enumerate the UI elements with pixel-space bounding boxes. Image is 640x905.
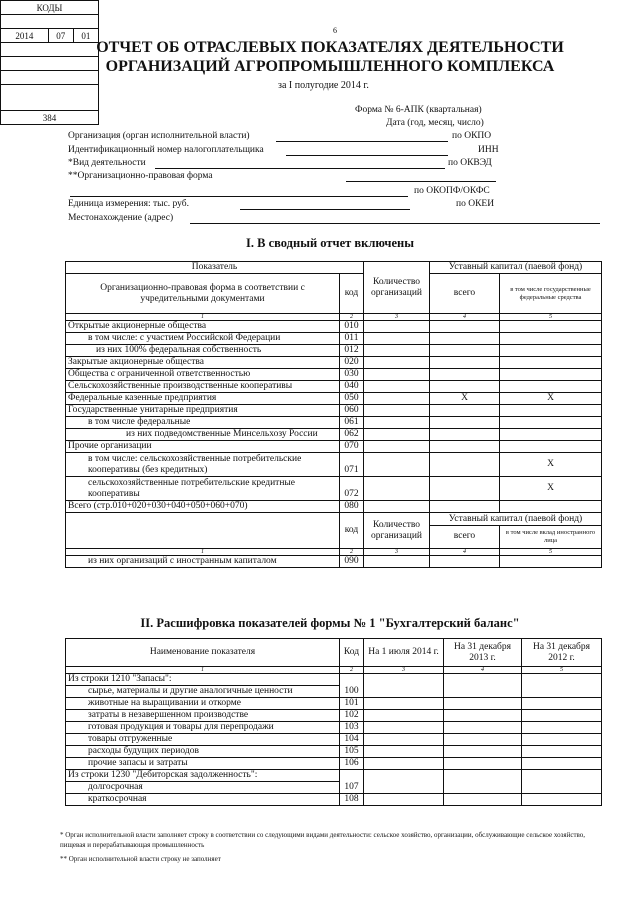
value-cell[interactable] [522,722,602,734]
table-row [66,758,602,770]
row-name: долгосрочная [66,782,340,794]
count-cell[interactable] [364,556,430,568]
total-cell[interactable] [430,321,500,333]
s2-header-col1: На 1 июля 2014 г. [364,639,444,667]
total-cell[interactable] [430,357,500,369]
row-name: в том числе: сельскохозяйственные потребительские кооперативы (без кредитных) [66,453,340,477]
federal-cell[interactable] [500,333,602,345]
s1-header-count: Количество организаций [364,262,430,314]
table-row [66,710,602,722]
value-cell[interactable] [364,734,444,746]
value-cell[interactable] [522,746,602,758]
activity-label: *Вид деятельности [68,158,146,168]
okei-cell[interactable]: 384 [1,111,99,125]
value-cell[interactable] [364,770,444,794]
s1-header-org-form: Организационно-правовая форма в соответствии с учредительными документами [66,274,340,314]
total-cell[interactable] [430,369,500,381]
footnote-1: * Орган исполнительной власти заполняет строку в соответствии со следующими видами деятельности: сельское хозяйство, организации, обслуживающие сельское хозяйство, пищевая и перерабатывающая промышленность [60,831,586,849]
value-cell[interactable] [522,698,602,710]
count-cell[interactable] [364,357,430,369]
s1-index: 5 [500,314,602,321]
count-cell[interactable] [364,417,430,429]
org-label: Организация (орган исполнительной власти) [68,131,250,141]
row-code: 061 [340,417,364,429]
date-label: Дата (год, месяц, число) [386,118,484,128]
row-name: Закрытые акционерные общества [66,357,340,369]
address-label: Местонахождение (адрес) [68,213,174,223]
table-row [66,674,602,686]
form-label: Форма № 6-АПК (квартальная) [355,105,482,115]
count-cell[interactable] [364,441,430,453]
s1-header-capital: Уставный капитал (паевой фонд) [430,262,602,274]
total-cell[interactable] [430,381,500,393]
org-input-line[interactable] [276,141,448,142]
s2-index: 5 [522,667,602,674]
row-name: затраты в незавершенном производстве [66,710,340,722]
row-name: Из строки 1210 "Запасы": [66,674,340,686]
value-cell[interactable] [364,698,444,710]
table-row [66,722,602,734]
value-cell[interactable] [444,746,522,758]
unit-label: Единица измерения: тыс. руб. [68,199,189,209]
okpo-label: по ОКПО [452,131,492,141]
s1b-index: 4 [430,549,500,556]
federal-cell[interactable] [500,405,602,417]
value-cell[interactable] [364,746,444,758]
row-name: Сельскохозяйственные производственные кооперативы [66,381,340,393]
count-cell[interactable] [364,333,430,345]
row-code: 100 [340,674,364,698]
federal-cell[interactable] [500,345,602,357]
row-code: 090 [340,556,364,568]
row-name: Общества с ограниченной ответственностью [66,369,340,381]
date-year[interactable]: 2014 [1,29,49,43]
row-name: Федеральные казенные предприятия [66,393,340,405]
value-cell[interactable] [364,674,444,698]
federal-cell[interactable] [500,441,602,453]
legal-form-input-line-2[interactable] [70,196,408,197]
table-row [66,794,602,806]
table-row [66,698,602,710]
total-cell[interactable] [430,477,500,501]
value-cell[interactable] [444,770,522,794]
value-cell[interactable] [364,710,444,722]
table-row [66,556,602,568]
row-code: 080 [340,501,364,513]
s1-index: 2 [340,314,364,321]
inn-label: ИНН [478,145,499,155]
count-cell[interactable] [364,405,430,417]
s2-index: 3 [364,667,444,674]
federal-cell[interactable] [500,381,602,393]
row-name: готовая продукция и товары для перепродажи [66,722,340,734]
title-line-2: ОРГАНИЗАЦИЙ АГРОПРОМЫШЛЕННОГО КОМПЛЕКСА [105,58,555,75]
table-row [66,405,602,417]
total-cell[interactable] [430,345,500,357]
form-code-cell[interactable] [1,15,99,29]
row-name: краткосрочная [66,794,340,806]
row-code: 020 [340,357,364,369]
codes-header: КОДЫ [1,1,99,15]
count-cell[interactable] [364,381,430,393]
table-row [66,345,602,357]
unit-line [240,209,410,210]
count-cell[interactable] [364,369,430,381]
s1-header-indicator: Показатель [66,262,364,274]
value-cell[interactable] [364,722,444,734]
row-name: прочие запасы и затраты [66,758,340,770]
federal-cell[interactable] [500,321,602,333]
title-line-1: ОТЧЕТ ОБ ОТРАСЛЕВЫХ ПОКАЗАТЕЛЯХ ДЕЯТЕЛЬНОСТИ [96,39,564,56]
row-code: 050 [340,393,364,405]
federal-cell[interactable] [500,369,602,381]
table-row [66,417,602,429]
table-row [66,357,602,369]
row-code: 030 [340,369,364,381]
row-code: 103 [340,722,364,734]
row-name: из них организаций с иностранным капиталом [66,556,340,568]
value-cell[interactable] [522,770,602,794]
s1b-header-capital: Уставный капитал (паевой фонд) [430,513,602,526]
federal-cell[interactable] [500,429,602,441]
federal-cell[interactable] [500,357,602,369]
federal-cell: X [500,477,602,501]
row-name: Прочие организации [66,441,340,453]
inn-input-line[interactable] [286,155,448,156]
federal-cell[interactable] [500,501,602,513]
section1-title: I. В сводный отчет включены [246,236,414,250]
s2-header-name: Наименование показателя [66,639,340,667]
row-code: 102 [340,710,364,722]
table-row [66,734,602,746]
count-cell[interactable] [364,501,430,513]
s1b-blank [66,513,340,549]
row-name: в том числе федеральные [66,417,340,429]
table-row [66,441,602,453]
report-title [60,38,600,76]
legal-form-input-line-1[interactable] [346,181,496,182]
total-cell[interactable] [430,556,500,568]
s1-header-federal: в том числе государственные федеральные средства [500,274,602,314]
okved-label: по ОКВЭД [448,158,492,168]
count-cell[interactable] [364,321,430,333]
value-cell[interactable] [522,674,602,698]
table-row [66,477,602,501]
s1-header-total: всего [430,274,500,314]
row-code: 062 [340,429,364,441]
legal-form-label: **Организационно-правовая форма [68,171,213,181]
s2-header-col3: На 31 декабря 2012 г. [522,639,602,667]
total-cell[interactable] [430,405,500,417]
value-cell[interactable] [444,698,522,710]
s1-index: 1 [66,314,340,321]
s2-index: 4 [444,667,522,674]
row-code: 060 [340,405,364,417]
row-code: 105 [340,746,364,758]
value-cell[interactable] [444,758,522,770]
row-code: 071 [340,453,364,477]
date-month[interactable]: 07 [48,29,73,43]
total-cell[interactable] [430,417,500,429]
s2-index: 2 [340,667,364,674]
s2-header-col2: На 31 декабря 2013 г. [444,639,522,667]
section2-table [65,638,602,806]
s2-index: 1 [66,667,340,674]
s1-header-code: код [340,274,364,314]
value-cell[interactable] [444,710,522,722]
count-cell[interactable] [364,453,430,477]
row-code: 108 [340,794,364,806]
table-row [66,746,602,758]
row-name: Из строки 1230 "Дебиторская задолженность": [66,770,340,782]
value-cell[interactable] [364,758,444,770]
page-number: 6 [333,26,337,35]
value-cell[interactable] [444,674,522,698]
report-period: за I полугодие 2014 г. [278,80,369,91]
value-cell[interactable] [444,734,522,746]
s1b-header-code: код [340,513,364,549]
s1b-header-total: всего [430,525,500,548]
total-cell: X [430,393,500,405]
s1b-index: 3 [364,549,430,556]
s1-index: 4 [430,314,500,321]
value-cell[interactable] [444,722,522,734]
count-cell[interactable] [364,477,430,501]
footnote-2: ** Орган исполнительной власти строку не заполняет [60,855,221,863]
count-cell[interactable] [364,429,430,441]
row-name: в том числе: с участием Российской Федерации [66,333,340,345]
total-cell[interactable] [430,453,500,477]
table-row [66,321,602,333]
federal-cell[interactable] [500,417,602,429]
okopf-cell[interactable] [1,85,99,111]
row-name: из них подведомственные Минсельхозу России [66,429,340,441]
value-cell[interactable] [522,794,602,806]
s1b-header-count: Количество организаций [364,513,430,549]
row-code: 104 [340,734,364,746]
activity-input-line[interactable] [155,168,445,169]
s1b-index: 5 [500,549,602,556]
s1b-index: 1 [66,549,340,556]
row-code: 012 [340,345,364,357]
federal-cell: X [500,393,602,405]
row-name: расходы будущих периодов [66,746,340,758]
count-cell[interactable] [364,345,430,357]
table-row [66,381,602,393]
table-row [66,501,602,513]
row-name: Всего (стр.010+020+030+040+050+060+070) [66,501,340,513]
section2-title: II. Расшифровка показателей формы № 1 "Бухгалтерский баланс" [140,616,520,630]
address-input-line[interactable] [190,223,600,224]
s2-header-code: Код [340,639,364,667]
row-name: животные на выращивании и откорме [66,698,340,710]
table-row [66,429,602,441]
total-cell[interactable] [430,441,500,453]
row-name: Государственные унитарные предприятия [66,405,340,417]
row-name: из них 100% федеральная собственность [66,345,340,357]
row-name: товары отгруженные [66,734,340,746]
row-code: 106 [340,758,364,770]
row-code: 072 [340,477,364,501]
value-cell[interactable] [364,794,444,806]
section1-table [65,261,602,568]
inn-field-label: Идентификационный номер налогоплательщика [68,145,264,155]
value-cell[interactable] [522,758,602,770]
row-code: 011 [340,333,364,345]
table-row [66,393,602,405]
row-code: 101 [340,698,364,710]
row-name: Открытые акционерные общества [66,321,340,333]
total-cell[interactable] [430,429,500,441]
s1-index: 3 [364,314,430,321]
s1b-index: 2 [340,549,364,556]
total-cell[interactable] [430,333,500,345]
row-name: сельскохозяйственные потребительские кредитные кооперативы [66,477,340,501]
table-row [66,369,602,381]
table-row [66,453,602,477]
count-cell[interactable] [364,393,430,405]
row-name: сырье, материалы и другие аналогичные ценности [66,686,340,698]
value-cell[interactable] [522,734,602,746]
okopf-label: по ОКОПФ/ОКФС [414,186,490,196]
okei-label: по ОКЕИ [456,199,495,209]
table-row [66,770,602,782]
value-cell[interactable] [444,794,522,806]
row-code: 010 [340,321,364,333]
row-code: 040 [340,381,364,393]
foreign-cell[interactable] [500,556,602,568]
table-row [66,333,602,345]
total-cell[interactable] [430,501,500,513]
date-day[interactable]: 01 [73,29,98,43]
value-cell[interactable] [522,710,602,722]
federal-cell: X [500,453,602,477]
row-code: 107 [340,770,364,794]
s1b-header-foreign: в том числе вклад иностранного лица [500,525,602,548]
row-code: 070 [340,441,364,453]
